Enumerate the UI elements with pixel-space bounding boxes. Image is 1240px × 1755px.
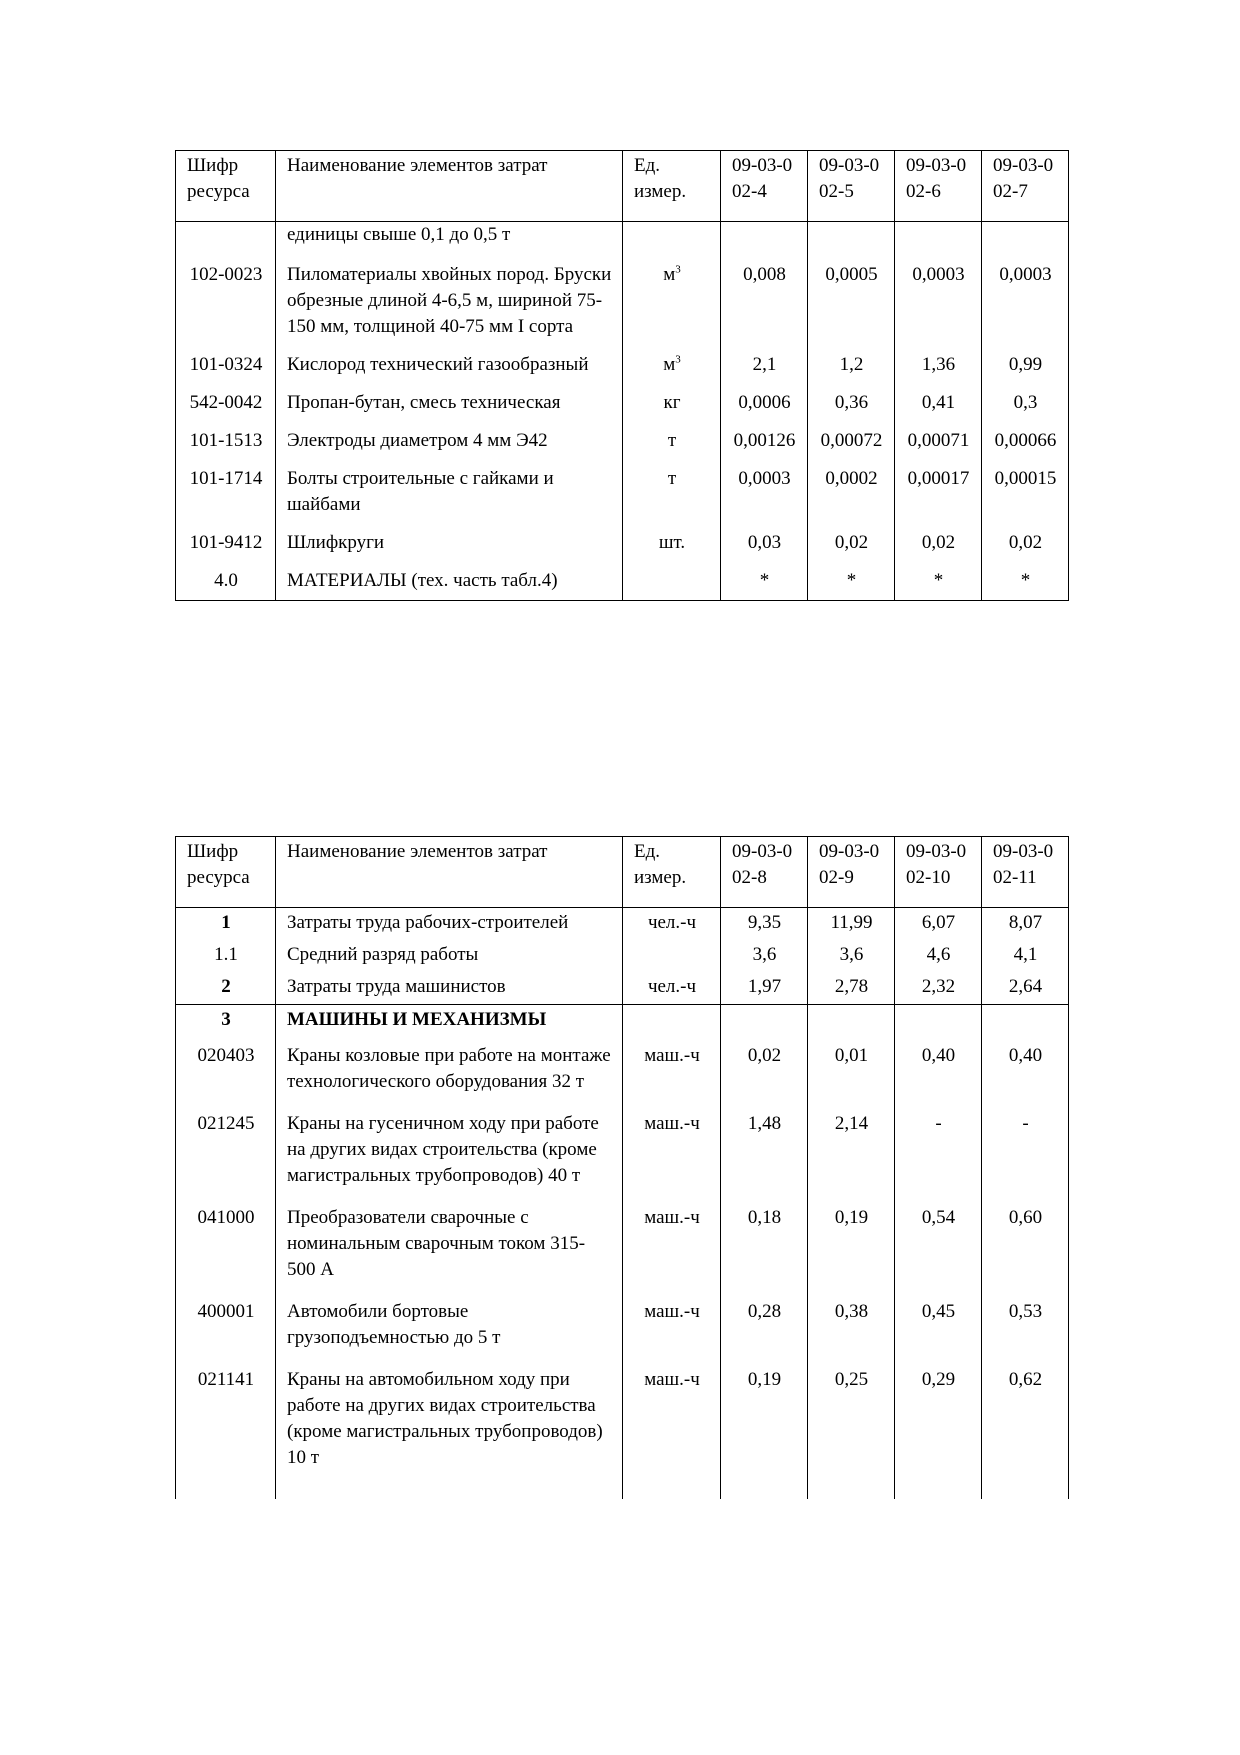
table-row — [176, 1199, 1069, 1293]
unit — [623, 460, 721, 524]
unit — [623, 346, 721, 384]
unit: чел.-ч — [623, 972, 721, 1005]
unit-superscript: 3 — [675, 353, 681, 366]
table-row — [176, 562, 1069, 601]
value-cell: 0,00017 — [895, 460, 982, 524]
table-row — [176, 524, 1069, 562]
header-code: Шифр ресурса — [176, 837, 276, 908]
value-cell: 2,78 — [808, 972, 895, 1005]
resource-code: 101-9412 — [176, 524, 276, 562]
value-cell: 0,00066 — [982, 422, 1069, 460]
unit: маш.-ч — [623, 1037, 721, 1105]
value-cell: 0,38 — [808, 1293, 895, 1361]
resource-code: 101-0324 — [176, 346, 276, 384]
continuation-row — [176, 222, 1069, 257]
unit-text: м — [663, 354, 676, 375]
resource-name: Автомобили бортовые грузоподъемностью до 5 т — [276, 1293, 623, 1361]
empty-cell — [808, 1005, 895, 1038]
value-cell: * — [808, 562, 895, 601]
value-cell: - — [895, 1105, 982, 1199]
continuation-text: единицы свыше 0,1 до 0,5 т — [276, 222, 623, 257]
resource-name: Средний разряд работы — [276, 940, 623, 972]
table-row — [176, 1293, 1069, 1361]
table-row — [176, 1105, 1069, 1199]
value-cell: 4,6 — [895, 940, 982, 972]
value-cell: 0,0005 — [808, 256, 895, 346]
value-cell: 11,99 — [808, 908, 895, 941]
value-cell: 2,14 — [808, 1105, 895, 1199]
table-row — [176, 256, 1069, 346]
header-name: Наименование элементов затрат — [276, 837, 623, 908]
resource-code — [176, 908, 276, 941]
value-cell: 0,00072 — [808, 422, 895, 460]
value-cell: 0,0006 — [721, 384, 808, 422]
unit-text: шт. — [658, 532, 686, 553]
header-col: 09-03-002-4 — [721, 151, 808, 222]
unit — [623, 524, 721, 562]
value-cell: 0,36 — [808, 384, 895, 422]
value-cell: 0,02 — [721, 1037, 808, 1105]
resource-name: Шлифкруги — [276, 524, 623, 562]
header-col: 09-03-002-10 — [895, 837, 982, 908]
value-cell: 0,008 — [721, 256, 808, 346]
value-cell: 1,97 — [721, 972, 808, 1005]
table-row — [176, 460, 1069, 524]
value-cell: 1,48 — [721, 1105, 808, 1199]
table-row — [176, 972, 1069, 1005]
header-name: Наименование элементов затрат — [276, 151, 623, 222]
value-cell: 0,40 — [982, 1037, 1069, 1105]
value-cell: 1,36 — [895, 346, 982, 384]
resource-name: Болты строительные с гайками и шайбами — [276, 460, 623, 524]
unit — [623, 940, 721, 972]
header-col: 09-03-002-11 — [982, 837, 1069, 908]
table-header-row — [176, 151, 1069, 222]
unit: маш.-ч — [623, 1105, 721, 1199]
value-cell: 0,0003 — [982, 256, 1069, 346]
value-cell: 0,40 — [895, 1037, 982, 1105]
value-cell: * — [895, 562, 982, 601]
header-unit: Ед. измер. — [623, 151, 721, 222]
resource-name: Пропан-бутан, смесь техническая — [276, 384, 623, 422]
header-code: Шифр ресурса — [176, 151, 276, 222]
unit-text: т — [667, 430, 677, 451]
unit: маш.-ч — [623, 1199, 721, 1293]
resource-name: МАТЕРИАЛЫ (тех. часть табл.4) — [276, 562, 623, 601]
value-cell: 2,1 — [721, 346, 808, 384]
resource-name: Электроды диаметром 4 мм Э42 — [276, 422, 623, 460]
section-row — [176, 1005, 1069, 1038]
value-cell: 0,02 — [808, 524, 895, 562]
value-cell: 8,07 — [982, 908, 1069, 941]
value-cell: 0,0003 — [721, 460, 808, 524]
labor-machines-table — [175, 836, 1069, 1499]
resource-name: Преобразователи сварочные с номинальным сварочным током 315-500 А — [276, 1199, 623, 1293]
resource-code: 041000 — [176, 1199, 276, 1293]
empty-cell — [721, 1005, 808, 1038]
labor-machines-table-body — [176, 908, 1069, 1500]
value-cell: 0,62 — [982, 1361, 1069, 1499]
resource-name: Кислород технический газообразный — [276, 346, 623, 384]
table-row — [176, 422, 1069, 460]
value-cell: 0,54 — [895, 1199, 982, 1293]
empty-cell — [895, 1005, 982, 1038]
resource-name: Краны козловые при работе на монтаже технологического оборудования 32 т — [276, 1037, 623, 1105]
table-row — [176, 1037, 1069, 1105]
value-cell: 0,18 — [721, 1199, 808, 1293]
value-cell: 0,41 — [895, 384, 982, 422]
value-cell: 3,6 — [808, 940, 895, 972]
unit: чел.-ч — [623, 908, 721, 941]
resource-name: Краны на гусеничном ходу при работе на других видах строительства (кроме магистральных трубопроводов) 40 т — [276, 1105, 623, 1199]
table-row — [176, 384, 1069, 422]
resource-code: 021245 — [176, 1105, 276, 1199]
unit: маш.-ч — [623, 1361, 721, 1499]
header-col: 09-03-002-9 — [808, 837, 895, 908]
value-cell: 0,01 — [808, 1037, 895, 1105]
value-cell: - — [982, 1105, 1069, 1199]
resource-name: Затраты труда рабочих-строителей — [276, 908, 623, 941]
resource-name: Краны на автомобильном ходу при работе на других видах строительства (кроме магистральных трубопроводов) 10 т — [276, 1361, 623, 1499]
value-cell: 3,6 — [721, 940, 808, 972]
value-cell: 0,60 — [982, 1199, 1069, 1293]
value-cell: 0,03 — [721, 524, 808, 562]
header-unit: Ед. измер. — [623, 837, 721, 908]
value-cell: 0,00126 — [721, 422, 808, 460]
value-cell: 0,28 — [721, 1293, 808, 1361]
resource-code: 542-0042 — [176, 384, 276, 422]
value-cell: 0,02 — [982, 524, 1069, 562]
materials-table-body — [176, 222, 1069, 601]
value-cell: 0,25 — [808, 1361, 895, 1499]
value-cell: 0,19 — [721, 1361, 808, 1499]
unit — [623, 384, 721, 422]
section-code — [176, 1005, 276, 1038]
resource-code: 1.1 — [176, 940, 276, 972]
table-row — [176, 1361, 1069, 1499]
value-cell: 0,53 — [982, 1293, 1069, 1361]
materials-table — [175, 150, 1069, 601]
value-cell: 0,29 — [895, 1361, 982, 1499]
value-cell: 0,45 — [895, 1293, 982, 1361]
header-col: 09-03-002-5 — [808, 151, 895, 222]
resource-code: 021141 — [176, 1361, 276, 1499]
value-cell: 0,00071 — [895, 422, 982, 460]
unit-text: м — [663, 264, 676, 285]
value-cell: 0,00015 — [982, 460, 1069, 524]
value-cell: 2,64 — [982, 972, 1069, 1005]
value-cell: 0,0002 — [808, 460, 895, 524]
resource-code: 101-1714 — [176, 460, 276, 524]
unit — [623, 562, 721, 601]
value-cell: 0,3 — [982, 384, 1069, 422]
unit-text: кг — [663, 392, 681, 413]
table-row — [176, 346, 1069, 384]
resource-name: Пиломатериалы хвойных пород. Бруски обрезные длиной 4-6,5 м, шириной 75-150 мм, толщиной 40-75 мм I сорта — [276, 256, 623, 346]
resource-code — [176, 972, 276, 1005]
value-cell: * — [721, 562, 808, 601]
resource-code: 4.0 — [176, 562, 276, 601]
value-cell: 0,02 — [895, 524, 982, 562]
resource-code: 020403 — [176, 1037, 276, 1105]
header-col: 09-03-002-8 — [721, 837, 808, 908]
unit — [623, 422, 721, 460]
value-cell: 0,0003 — [895, 256, 982, 346]
unit-text: т — [667, 468, 677, 489]
unit — [623, 256, 721, 346]
empty-cell — [982, 1005, 1069, 1038]
section-title-text: МАШИНЫ И МЕХАНИЗМЫ — [287, 1009, 547, 1030]
value-cell: 6,07 — [895, 908, 982, 941]
section-code-text: 3 — [221, 1009, 231, 1030]
value-cell: 9,35 — [721, 908, 808, 941]
value-cell: 4,1 — [982, 940, 1069, 972]
table-row — [176, 908, 1069, 941]
value-cell: 0,99 — [982, 346, 1069, 384]
empty-cell — [623, 1005, 721, 1038]
unit: маш.-ч — [623, 1293, 721, 1361]
unit-superscript: 3 — [675, 263, 681, 276]
table-header-row — [176, 837, 1069, 908]
value-cell: 0,19 — [808, 1199, 895, 1293]
resource-name: Затраты труда машинистов — [276, 972, 623, 1005]
resource-code: 102-0023 — [176, 256, 276, 346]
section-title — [276, 1005, 623, 1038]
resource-code: 400001 — [176, 1293, 276, 1361]
header-col: 09-03-002-7 — [982, 151, 1069, 222]
value-cell: 2,32 — [895, 972, 982, 1005]
value-cell: * — [982, 562, 1069, 601]
resource-code: 101-1513 — [176, 422, 276, 460]
header-col: 09-03-002-6 — [895, 151, 982, 222]
table-row — [176, 940, 1069, 972]
resource-code-text: 2 — [221, 976, 231, 997]
resource-code-text: 1 — [221, 912, 231, 933]
value-cell: 1,2 — [808, 346, 895, 384]
